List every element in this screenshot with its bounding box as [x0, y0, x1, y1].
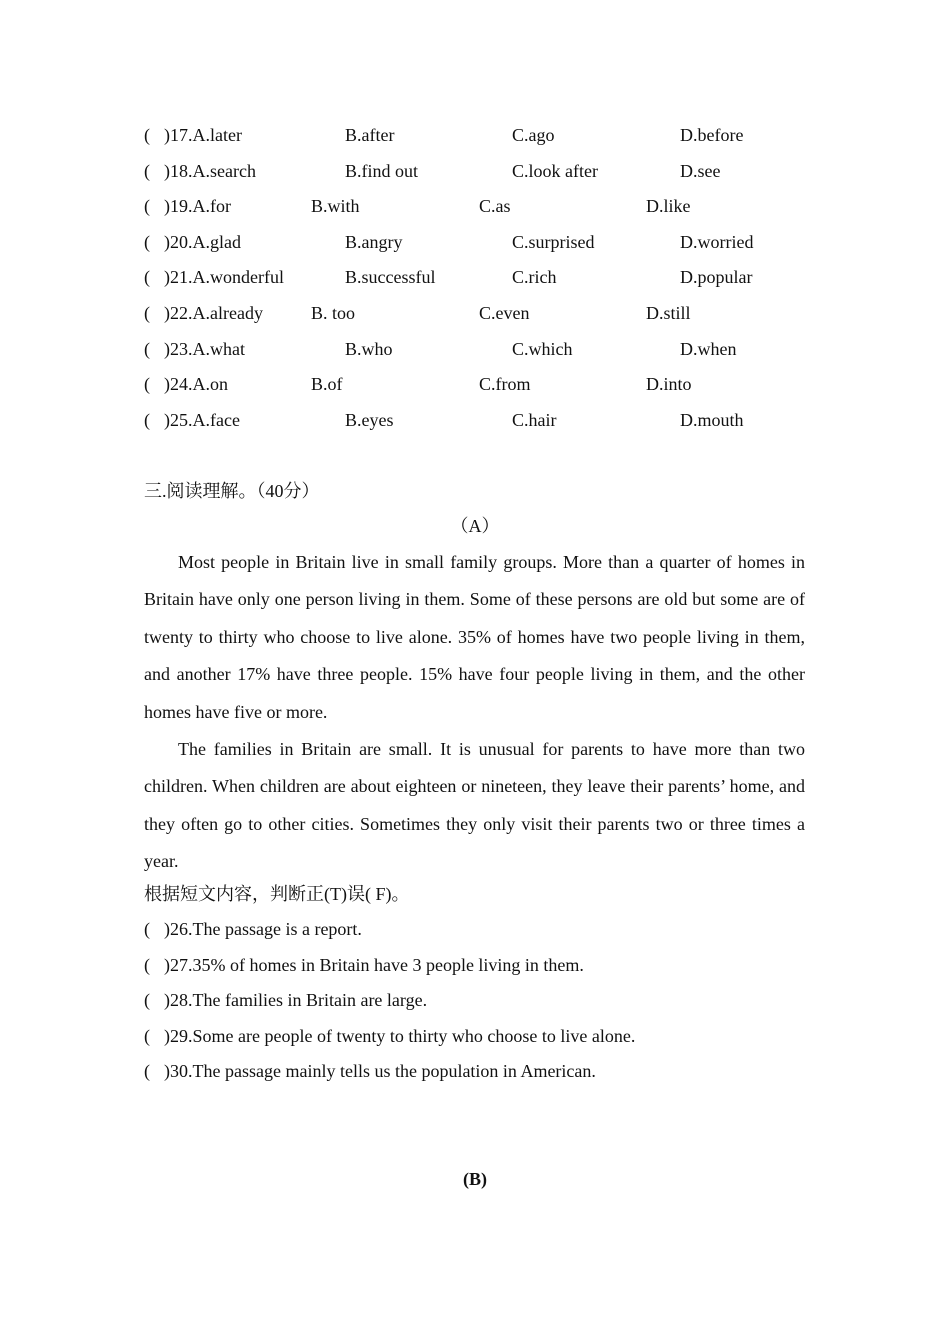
- true-false-question: [144, 1019, 824, 1055]
- answer-blank: (: [144, 231, 150, 252]
- question-row: [144, 367, 824, 403]
- question-text: )29.Some are people of twenty to thirty who choose to live alone.: [164, 1025, 636, 1046]
- option-b: B.successful: [345, 267, 436, 288]
- option-d: D.worried: [680, 231, 754, 252]
- true-false-instruction: 根据短文内容，判断正(T)误( F)。: [144, 884, 410, 904]
- option-c: C.ago: [512, 125, 555, 145]
- option-b: B.angry: [345, 231, 403, 252]
- answer-blank: (: [144, 125, 150, 145]
- option-a: )25.A.face: [164, 409, 240, 430]
- question-text: )30.The passage mainly tells us the population in American.: [164, 1061, 596, 1082]
- option-d: D.mouth: [680, 409, 744, 430]
- question-row: [144, 260, 824, 296]
- option-a: )19.A.for: [164, 196, 231, 217]
- multiple-choice-section: [144, 118, 824, 438]
- option-c: C.even: [479, 302, 530, 323]
- option-b: B.after: [345, 125, 395, 145]
- reading-section-title: 三.阅读理解。（40分）: [144, 481, 320, 501]
- option-b: B. too: [311, 302, 356, 323]
- true-false-question: [144, 948, 824, 984]
- passage-paragraph: The families in Britain are small. It is unusual for parents to have more than two children. When children are about eighteen or nineteen, they leave their parents’ home, and they often go to other cities. Sometimes they only visit their parents two or three times a year.: [144, 739, 805, 872]
- option-d: D.when: [680, 338, 737, 359]
- question-row: [144, 189, 824, 225]
- option-b: B.find out: [345, 160, 419, 181]
- question-row: [144, 332, 824, 368]
- answer-blank: (: [144, 338, 150, 359]
- option-c: C.hair: [512, 409, 557, 430]
- option-a: )24.A.on: [164, 374, 228, 395]
- option-a: )17.A.later: [164, 125, 242, 145]
- answer-blank: (: [144, 409, 150, 430]
- answer-blank: (: [144, 919, 150, 939]
- answer-blank: (: [144, 954, 150, 975]
- answer-blank: (: [144, 374, 150, 395]
- question-text: )27.35% of homes in Britain have 3 people living in them.: [164, 954, 584, 975]
- question-text: )28.The families in Britain are large.: [164, 990, 428, 1011]
- option-b: B.of: [311, 374, 343, 395]
- option-c: C.rich: [512, 267, 557, 288]
- answer-blank: (: [144, 302, 150, 323]
- option-c: C.which: [512, 338, 573, 359]
- true-false-section: [144, 912, 824, 1090]
- option-d: D.into: [646, 374, 692, 395]
- question-row: [144, 296, 824, 332]
- option-b: B.with: [311, 196, 360, 217]
- option-c: C.from: [479, 374, 531, 395]
- option-c: C.look after: [512, 160, 598, 181]
- option-c: C.as: [479, 196, 511, 217]
- answer-blank: (: [144, 1025, 150, 1046]
- part-b-label: (B): [463, 1169, 487, 1189]
- option-a: )18.A.search: [164, 160, 256, 181]
- answer-blank: (: [144, 1061, 150, 1082]
- option-d: D.still: [646, 302, 691, 323]
- question-row: [144, 154, 824, 190]
- question-row: [144, 118, 824, 154]
- option-d: D.popular: [680, 267, 753, 288]
- option-a: )23.A.what: [164, 338, 245, 359]
- true-false-question: [144, 1054, 824, 1090]
- option-b: B.eyes: [345, 409, 394, 430]
- question-row: [144, 403, 824, 439]
- option-a: )20.A.glad: [164, 231, 241, 252]
- option-c: C.surprised: [512, 231, 595, 252]
- reading-passage: [144, 544, 805, 881]
- option-d: D.before: [680, 125, 744, 145]
- part-a-label: （A）: [450, 516, 500, 536]
- true-false-question: [144, 912, 824, 948]
- answer-blank: (: [144, 196, 150, 217]
- answer-blank: (: [144, 267, 150, 288]
- option-d: D.see: [680, 160, 721, 181]
- true-false-question: [144, 983, 824, 1019]
- option-b: B.who: [345, 338, 393, 359]
- answer-blank: (: [144, 160, 150, 181]
- question-row: [144, 225, 824, 261]
- question-text: )26.The passage is a report.: [164, 919, 362, 939]
- option-a: )22.A.already: [164, 302, 263, 323]
- passage-paragraph: Most people in Britain live in small family groups. More than a quarter of homes in Britain have only one person living in them. Some of these persons are old but some are of twenty to thirty who choose to live alone. 35% of homes have two people living in them, and another 17% have three people. 15% have four people living in them, and the other homes have five or more.: [144, 552, 805, 722]
- option-a: )21.A.wonderful: [164, 267, 284, 288]
- answer-blank: (: [144, 990, 150, 1011]
- option-d: D.like: [646, 196, 691, 217]
